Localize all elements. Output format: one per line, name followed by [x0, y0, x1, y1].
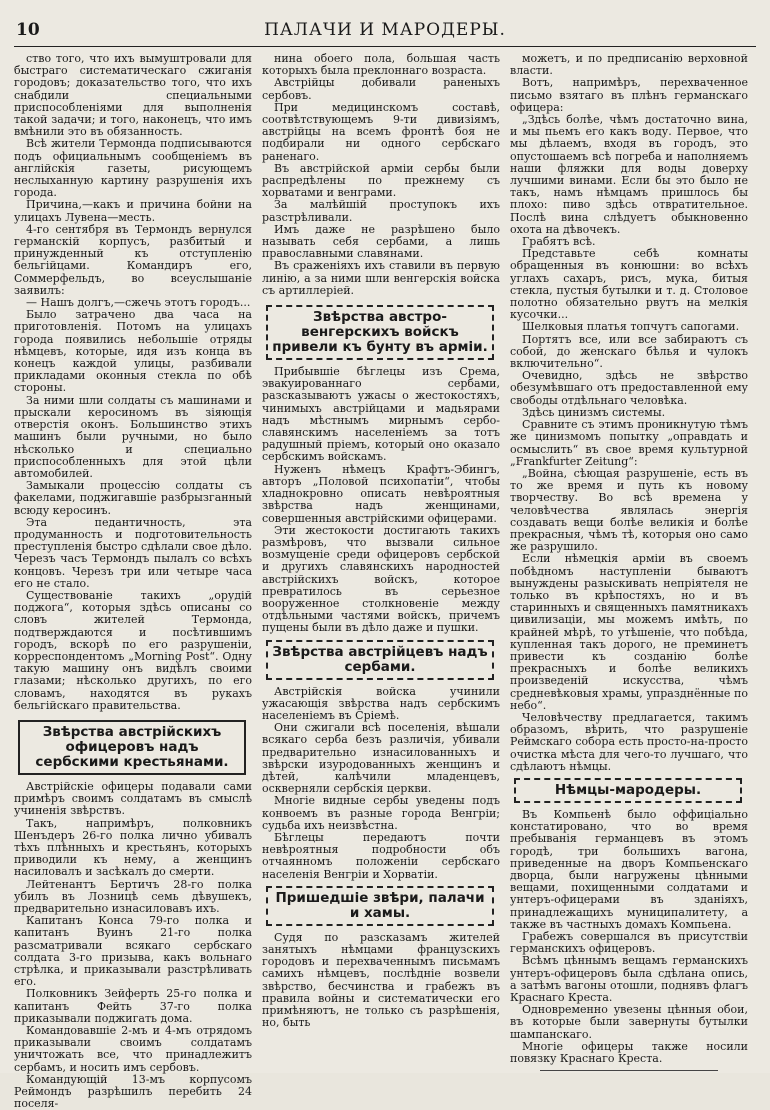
paragraph: Эти жестокости достигають такихъ размѣровъ, что вызвали сильное возмущеніе среди офицеровъ сербской и другихъ славянскихъ народностей австрійскихъ войскъ, которое превратилось въ серьезное вооруженное столкновеніе между отдѣльными частями войскъ, причемъ пущены были въ дѣло даже и пушки. — [262, 523, 500, 635]
paragraph: Полковникъ Зейферть 25-го полка и капитанъ Фейть 37-го полка приказывали поджигать дома. — [14, 987, 252, 1025]
paragraph: можетъ, и по предписанію верховной власти. — [510, 52, 748, 78]
paragraph: Въ австрійской арміи сербы были распредѣлены по прежнему съ хорватами и венграми. — [262, 161, 500, 200]
paragraph: Очевидно, здѣсь не звѣрство обезумѣвшаго отъ предоставленной ему свободы отдѣльнаго человѣка. — [510, 369, 748, 407]
col2-heading-3: Пришедшіе звѣри, палачи и хамы. — [266, 886, 494, 926]
paragraph: Многіе офицеры также носили повязку Краснаго Креста. — [510, 1039, 748, 1066]
paragraph: Они сжигали всѣ поселенія, вѣшали всякаго серба безъ различія, убивали предварительно изнасилованныхъ и звѣрски изуродованныхъ женщинъ и дѣтей, калѣчили младенцевъ, оскверняли сербскія церкви. — [262, 721, 500, 796]
paragraph: Вотъ, напримѣръ, перехваченное письмо взятаго въ плѣнъ германскаго офицера: — [510, 76, 748, 114]
running-title: ПАЛАЧИ И МАРОДЕРЫ. — [264, 20, 506, 40]
paragraph: Въ сраженіяхъ ихъ ставили въ первую линію, а за ними шли венгерскія войска съ артиллеріей. — [262, 259, 500, 297]
paragraph: Здѣсь цинизмъ системы. — [522, 405, 666, 419]
paragraph: Человѣчеству предлагается, такимъ образомъ, вѣрить, что разрушеніе Реймскаго собора есть просто-на-просто очистка мѣста для чего-то лучшаго, что сдѣлаютъ нѣмцы. — [510, 710, 748, 773]
paragraph: Было затрачено два часа на приготовленія. Потомъ на улицахъ города появились небольшіе отряды нѣмцевъ, которые, идя изъ конца въ конецъ каждой улицы, разбивали прикладами оконныя стекла по обѣ стороны. — [14, 308, 252, 395]
paragraph: Австрійскія войска учинили ужасающія звѣрства надъ сербскимъ населеніемъ въ Сріемѣ. — [262, 684, 500, 722]
paragraph: За малѣйшій проступокъ ихъ разстрѣливали. — [262, 198, 500, 224]
paragraph: „Здѣсь болѣе, чѣмъ достаточно вина, и мы пьемъ его какъ воду. Первое, что мы дѣлаемъ, входя въ городъ, это опустошаемъ всѣ погреба и наполняемъ наши фляжки для воды доверху лучшими винами. Если бы это было не такъ, намъ нѣмцамъ пришлось бы плохо: пиво здѣсь отвратительное. Послѣ вина слѣдуетъ обыкновенно охота на дѣвочекъ. — [510, 113, 748, 236]
col1-heading: Звѣрства австрійскихъ офицеровъ надъ сербскими крестьянами. — [18, 720, 246, 775]
col2-body-2 — [262, 366, 500, 634]
page-header — [10, 20, 760, 42]
paragraph: Причина,—какъ и причина бойни на улицахъ Лувена—месть. — [14, 198, 252, 224]
end-rule — [540, 1070, 718, 1071]
paragraph: Замыкали процессію солдаты съ факелами, поджигавшіе разбрызганный всюду керосинъ. — [14, 479, 252, 517]
paragraph: Прибывшіе бѣглецы изъ Срема, эвакуированнаго сербами, разсказываютъ ужасы о жестокостяхъ, чинимыхъ австрійцами и мадьярами надъ мѣстнымъ мирнымъ сербо-славянскимъ населеніемъ за тотъ радушный пріемъ, который оно оказало сербскимъ войскамъ. — [262, 365, 500, 464]
paragraph: Портятъ все, или все забираютъ съ собой, до женскаго бѣлья и чулокъ включительно“. — [510, 332, 748, 371]
paragraph: Австрійцы добивали раненыхъ сербовъ. — [262, 76, 500, 102]
col2-heading: Звѣрства австро-венгерскихъ войскъ привели къ бунту въ арміи. — [266, 305, 494, 360]
col1-body — [14, 53, 252, 712]
paragraph: Одновременно увезены цѣнныя обои, въ которые были завернуты бутылки шампанскаго. — [510, 1003, 748, 1041]
paragraph: 4-го сентября въ Термондъ вернулся германскій корпусъ, разбитый и принужденный къ отступленію бельгійцами. Командиръ его, Соммерфельдъ, во всеуслышаніе заявилъ: — [14, 222, 252, 297]
paragraph: Многіе видные сербы уведены подъ конвоемъ въ разные города Венгріи; судьба ихъ неизвѣстна. — [262, 794, 500, 832]
paragraph: — Нашъ долгъ,—сжечь этотъ городъ... — [26, 296, 251, 310]
col2-heading-2: Звѣрства австрійцевъ надъ сербами. — [266, 640, 494, 680]
paragraph: Бѣглецы передаютъ почти невѣроятныя подробности объ отчаянномъ положеніи сербскаго населенія Венгріи и Хорватіи. — [262, 830, 500, 881]
paragraph: За ними шли солдаты съ машинами и прыскали керосиномъ въ зіяющія отверстія оконъ. Большинство этихъ машинъ были ручными, но было нѣсколько и специально приспособленныхъ для этой цѣли автомобилей. — [14, 393, 252, 480]
col3-heading: Нѣмцы-мародеры. — [514, 778, 742, 803]
paragraph: нина обоего пола, большая часть которыхъ была преклоннаго возраста. — [262, 52, 500, 78]
paragraph: Капитанъ Конса 79-го полка и капитанъ Вуинъ 21-го полка разсматривали всякаго сербскаго солдата 3-го призыва, какъ вольнаго стрѣлка, и приказывали разстрѣливать его. — [14, 914, 252, 989]
header-rule — [14, 46, 756, 47]
paragraph: Грабежъ совершался въ присутствіи германскихъ офицеровъ. — [510, 930, 748, 956]
paragraph: Если нѣмецкія арміи въ своемъ побѣдномъ наступленіи бываютъ вынуждены разыскивать непріятеля не только въ крѣпостяхъ, но и въ старинныхъ и священныхъ памятникахъ цивилизаціи, мы можемъ имѣть, по крайней мѣрѣ, то утѣшеніе, что побѣда, купленная такъ дорого, не преминетъ привести къ созданію болѣе прекрасныхъ и болѣе великихъ произведеній искусства, чѣмъ средневѣковыя храмы, упразднённые по небо“. — [510, 552, 748, 712]
paragraph: Представьте себѣ комнаты обращенныя въ конюшни: во всѣхъ углахъ сахаръ, рисъ, мука, битыя стекла, пустыя бутылки и т. д. Столовое полотно обязательно рвутъ на мелкія кусочки... — [510, 247, 748, 322]
col1-body-2 — [14, 781, 252, 1110]
col2-body — [262, 53, 500, 297]
column-3 — [510, 52, 748, 1066]
col3-body-2 — [510, 809, 748, 1065]
paragraph: Лейтенантъ Бертичъ 28-го полка убилъ въ Лозницѣ семь дѣвушекъ, предварительно изнасиловавъ ихъ. — [14, 877, 252, 915]
paragraph: Такъ, напримѣръ, полковникъ Шенъдеръ 26-го полка лично убивалъ тѣхъ плѣнныхъ и крестьянъ, которыхъ приводили къ нему, а женщинъ насиловалъ и засѣкалъ до смерти. — [14, 816, 252, 879]
column-1 — [14, 52, 252, 1110]
paragraph: Въ Компьенѣ было оффиціально констатировано, что во время пребыванія германцевъ въ этомъ городѣ, три большихъ вагона, приведенные на дворъ Компьенскаго дворца, были нагружены цѣнными вещами, похищенными солдатами и унтеръ-офицерами въ зданіяхъ, принадлежащихъ муниципалитету, а также въ частныхъ домахъ Компьена. — [510, 807, 748, 931]
col3-body — [510, 53, 748, 773]
paragraph: Шелковыя платья топчутъ сапогами. — [522, 320, 740, 334]
paragraph: Грабятъ всѣ. — [522, 235, 596, 249]
col2-body-3 — [262, 686, 500, 881]
paragraph: Командующій 13-мъ корпусомъ Реймондъ разрѣшилъ перебить 24 поселя- — [14, 1072, 252, 1110]
paragraph: Командовавшіе 2-мъ и 4-мъ отрядомъ приказывали своимъ солдатамъ уничтожать все, что принадлежитъ сербамъ, и носить имъ сербовъ. — [14, 1024, 252, 1074]
paragraph: Австрійскіе офицеры подавали сами примѣръ своимъ солдатамъ въ смыслѣ учиненія звѣрствъ. — [14, 779, 252, 818]
paragraph: Всѣ жители Термонда подписываются подъ официальнымъ сообщеніемъ въ англійскія газеты, рисующемъ неслыханную картину разрушенія ихъ города. — [14, 137, 252, 200]
paragraph: Судя по разсказамъ жителей занятыхъ нѣмцами французскихъ городовъ и перехваченнымъ письмамъ самихъ нѣмцевъ, послѣдніе возвели звѣрство, бесчинства и грабежъ въ правила войны и систематически его примѣняютъ, не только съ разрѣшенія, но, быть — [262, 930, 500, 1030]
paragraph: Сравните съ этимъ проникнутую тѣмъ же цинизмомъ попытку „оправдать и осмыслить“ въ свое время культурной „Frankfurter Zeitung“: — [510, 418, 748, 468]
paragraph: При медицинскомъ составѣ, соотвѣтствующемъ 9-ти дивизіямъ, австрійцы на всемъ фронтѣ боя не подбирали ни одного сербскаго раненаго. — [262, 100, 500, 163]
paragraph: Имъ даже не разрѣшено было называть себя сербами, а лишь православными славянами. — [262, 222, 500, 261]
paragraph: Эта педантичность, эта продуманность и подготовительность преступленія быстро сдѣлали свое дѣло. Черезъ часъ Термондъ пылалъ со всѣхъ концовъ. Черезъ три или четыре часа его не стало. — [14, 515, 252, 590]
paragraph: „Война, сѣющая разрушеніе, есть въ то же время и путь къ новому творчеству. Во всѣ времена у человѣчества являлась энергія создавать вещи болѣе великія и болѣе прекрасныя, чѣмъ тѣ, которыя оно само же разрушило. — [510, 466, 748, 554]
paragraph: Нуженъ нѣмецъ Крафтъ-Эбингъ, авторъ „Половой психопатіи“, чтобы хладнокровно описать невѣроятныя звѣрства надъ женщинами, совершенныя австрійскими офицерами. — [262, 462, 500, 525]
column-2 — [262, 53, 500, 1063]
paragraph: ство того, что ихъ вымуштровали для быстрагo систематическаго сжиганія городовъ; доказательство того, что ихъ снабдили специальными приспособленіями для выполненія такой задачи; и того, наконецъ, что имъ вмѣнили это въ обязанность. — [14, 52, 252, 139]
page-number: 10 — [16, 20, 40, 40]
paragraph: Всѣмъ цѣннымъ вещамъ германскихъ унтеръ-офицеровъ была сдѣлана опись, а затѣмъ вагоны отошли, поднявъ флагъ Краснаго Креста. — [510, 954, 748, 1005]
col2-body-4 — [262, 932, 500, 1030]
paragraph: Существованіе такихъ „орудій поджога“, которыя здѣсь описаны со словъ жителей Термонда, подтверждаются и посѣтившимъ городъ, вскорѣ по его разрушеніи, корреспондентомъ „Morning Post“. Одну такую машину онъ видѣлъ своими глазами; нѣсколько другихъ, по его словамъ, находятся въ рукахъ бельгійскаго правительства. — [14, 588, 252, 712]
